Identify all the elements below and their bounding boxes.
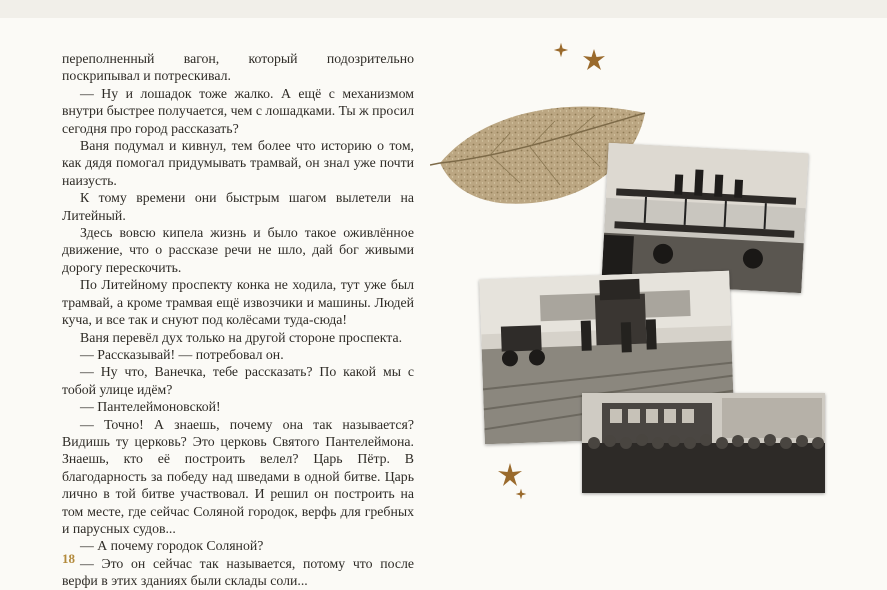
page-top-strip	[0, 0, 887, 18]
star-icon	[497, 462, 523, 488]
page-number: 18	[62, 551, 75, 566]
star-icon	[582, 48, 606, 72]
paragraph-2: — Ну и лошадок тоже жалко. А ещё с механизмом внутри быстрее получается, чем с лошадками. Ты ж просил сегодня про город рассказать?	[62, 85, 414, 136]
paragraph-9: — Ну что, Ванечка, тебе рассказать? По какой мы с тобой улице идём?	[62, 364, 414, 397]
paragraph-4: К тому времени они быстрым шагом вылетели на Литейный.	[62, 190, 414, 223]
paragraph-8: — Рассказывай! — потребовал он.	[80, 346, 284, 362]
paragraph-3: Ваня подумал и кивнул, тем более что историю о том, как дядя помогал придумывать трамвай, он знал уже почти наизусть.	[62, 138, 414, 188]
star-icon	[515, 488, 527, 500]
paragraph-1: переполненный вагон, который подозрительно поскрипывал и потрескивал.	[62, 51, 414, 84]
paragraph-10: — Пантелеймоновской!	[80, 399, 221, 415]
paragraph-12: — А почему городок Соляной?	[80, 538, 264, 554]
paragraph-11: — Точно! А знаешь, почему она так называется? Видишь ту церковь? Это церковь Святого Пантелеймона. Знаешь, кто её построить велел? Царь Пётр. В благодарность за победу над шведами в одной битве. Царь лично в той битве участвовал. И решил он построить на том месте, где сейчас Соляной городок, верфь для гребных и парусных судов...	[62, 416, 414, 536]
text-column	[62, 50, 414, 590]
photo-tram-crowd	[582, 393, 825, 493]
paragraph-6: По Литейному проспекту конка не ходила, тут уже был трамвай, а кроме трамвая ещё извозчики и машины. Людей куча, и все так и снуют под колёсами туда-сюда!	[62, 277, 414, 328]
star-icon	[553, 42, 569, 58]
paragraph-5: Здесь вовсю кипела жизнь и было такое оживлённое движение, что о рассказе речи не шло, дай бог живыми дорогу перескочить.	[62, 225, 414, 275]
paragraph-7: Ваня перевёл дух только на другой стороне проспекта.	[80, 329, 403, 345]
paragraph-13: — Это он сейчас так называется, потому что после верфи в этих зданиях были склады соли...	[62, 555, 414, 589]
